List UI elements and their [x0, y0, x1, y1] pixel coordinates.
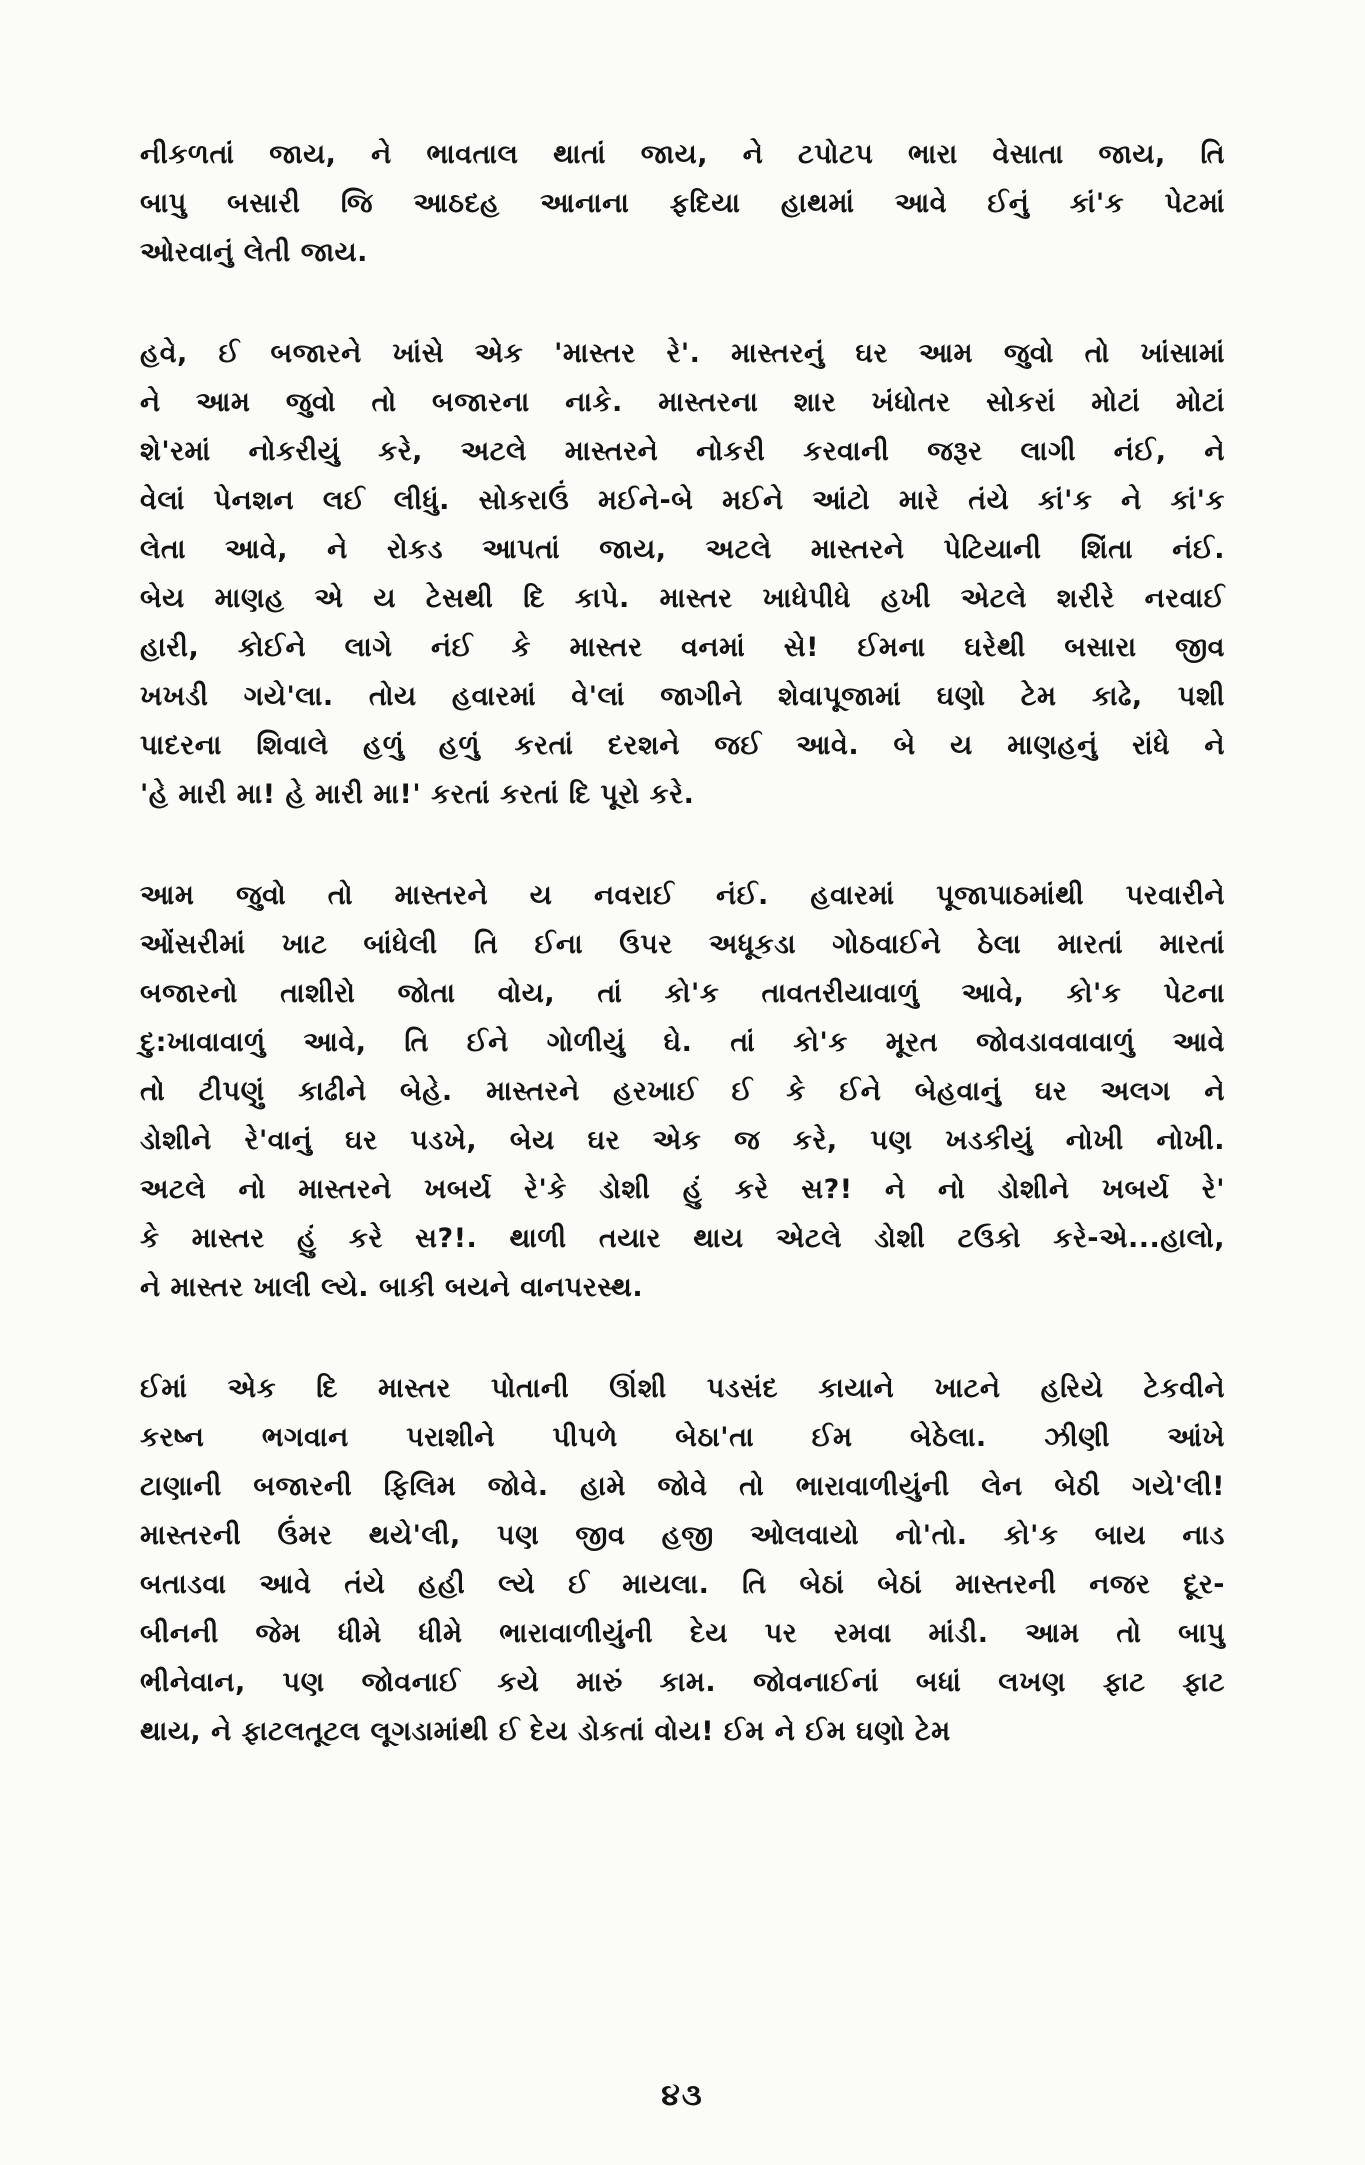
text-line: બજારનો તાશીરો જોતા વોય, તાં કો'ક તાવતરીયાવાળું આવે, કો'ક પેટના [140, 978, 1225, 1009]
text-line: ખખડી ગયે'લા. તોય હવારમાં વે'લાં જાગીને શેવાપૂજામાં ઘણો ટેમ કાઢે, પશી [140, 681, 1225, 712]
page-number: ૪૩ [661, 2078, 704, 2113]
paragraph [140, 1364, 1225, 1756]
text-line: ઈમાં એક દિ માસ્તર પોતાની ઊંશી પડસંદ કાયાને ખાટને હરિયે ટેકવીને [140, 1373, 1225, 1404]
text-line: બેય માણહ એ ય ટેસથી દિ કાપે. માસ્તર ખાધેપીધે હખી એટલે શરીરે નરવાઈ [140, 583, 1225, 614]
text-line: કરષ્ન ભગવાન પરાશીને પીપળે બેઠા'તા ઈમ બેઠેલા. ઝીણી આંખે [140, 1422, 1225, 1453]
text-line: હવે, ઈ બજારને ખાંસે એક 'માસ્તર રે'. માસ્તરનું ઘર આમ જુવો તો ખાંસામાં [140, 338, 1225, 369]
text-line: ડોશીને રે'વાનું ઘર પડખે, બેય ઘર એક જ કરે, પણ ખડકીયું નોખી નોખી. [140, 1125, 1225, 1156]
text-line: આમ જુવો તો માસ્તરને ય નવરાઈ નંઈ. હવારમાં પૂજાપાઠમાંથી પરવારીને [140, 880, 1225, 911]
text-line: ટાણાની બજારની ફિલિમ જોવે. હામે જોવે તો ભારાવાળીયુંની લેન બેઠી ગયે'લી! [140, 1471, 1225, 1502]
text-line: ભીનેવાન, પણ જોવનાઈ કયે મારું કામ. જોવનાઈનાં બધાં લખણ ફાટ ફાટ [140, 1667, 1225, 1698]
text-line: ઓરવાનું લેતી જાય. [140, 237, 368, 268]
text-line: માસ્તરની ઉંમર થયે'લી, પણ જીવ હજી ઓલવાયો નો'તો. કો'ક બાય નાડ [140, 1520, 1225, 1551]
text-line: ઓંસરીમાં ખાટ બાંધેલી તિ ઈના ઉપર અધૂકડા ગોઠવાઈને ઠેલા મારતાં મારતાં [140, 929, 1225, 960]
text-line: લેતા આવે, ને રોકડ આપતાં જાય, અટલે માસ્તરને પેટિયાની શિંતા નંઈ. [140, 534, 1225, 565]
text-line: બતાડવા આવે તંયે હહી લ્યે ઈ માયલા. તિ બેઠાં બેઠાં માસ્તરની નજર દૂર- [140, 1569, 1225, 1600]
text-line: વેલાં પેનશન લઈ લીધું. સોકરાઉં મઈને-બે મઈને આંટો મારે તંયે કાં'ક ને કાં'ક [140, 485, 1225, 516]
text-line: પાદરના શિવાલે હળું હળું કરતાં દરશને જઈ આવે. બે ય માણહનું રાંધે ને [140, 730, 1225, 761]
text-line: થાય, ને ફાટલતૂટલ લૂગડામાંથી ઈ દેય ડોકતાં વોય! ઈમ ને ઈમ ઘણો ટેમ [140, 1716, 951, 1747]
text-line: શે'રમાં નોકરીયું કરે, અટલે માસ્તરને નોકરી કરવાની જરૂર લાગી નંઈ, ને [140, 436, 1225, 467]
text-line: બાપુ બસારી જિ આઠદહ આનાના ફદિયા હાથમાં આવે ઈનું કાં'ક પેટમાં [140, 188, 1225, 219]
text-line: બીનની જેમ ધીમે ધીમે ભારાવાળીયુંની દેય પર રમવા માંડી. આમ તો બાપુ [140, 1618, 1225, 1649]
text-line: તો ટીપણું કાઢીને બેહે. માસ્તરને હરખાઈ ઈ કે ઈને બેહવાનું ઘર અલગ ને [140, 1076, 1225, 1107]
text-line: 'હે મારી મા! હે મારી મા!' કરતાં કરતાં દિ પૂરો કરે. [140, 779, 695, 810]
body-text [140, 130, 1225, 1808]
paragraph [140, 130, 1225, 277]
text-line: દુ:ખાવાવાળું આવે, તિ ઈને ગોળીયું ઘે. તાં કો'ક મૂરત જોવડાવવાવાળું આવે [140, 1027, 1225, 1058]
paragraph [140, 329, 1225, 819]
text-line: ને આમ જુવો તો બજારના નાકે. માસ્તરના શાર ખંધોતર સોકરાં મોટાં મોટાં [140, 387, 1225, 418]
paragraph [140, 871, 1225, 1312]
text-line: અટલે નો માસ્તરને ખબર્ય રે'કે ડોશી હું કરે સ?! ને નો ડોશીને ખબર્ય રે' [140, 1174, 1225, 1205]
text-line: કે માસ્તર હું કરે સ?!. થાળી તયાર થાય એટલે ડોશી ટઉકો કરે-એ...હાલો, [140, 1223, 1226, 1254]
text-line: ને માસ્તર ખાલી લ્યે. બાકી બયને વાનપરસ્થ. [140, 1272, 644, 1303]
text-line: હારી, કોઈને લાગે નંઈ કે માસ્તર વનમાં સે! ઈમના ઘરેથી બસારા જીવ [140, 632, 1225, 663]
text-line: નીકળતાં જાય, ને ભાવતાલ થાતાં જાય, ને ટપોટપ ભારા વેસાતા જાય, તિ [140, 139, 1225, 170]
